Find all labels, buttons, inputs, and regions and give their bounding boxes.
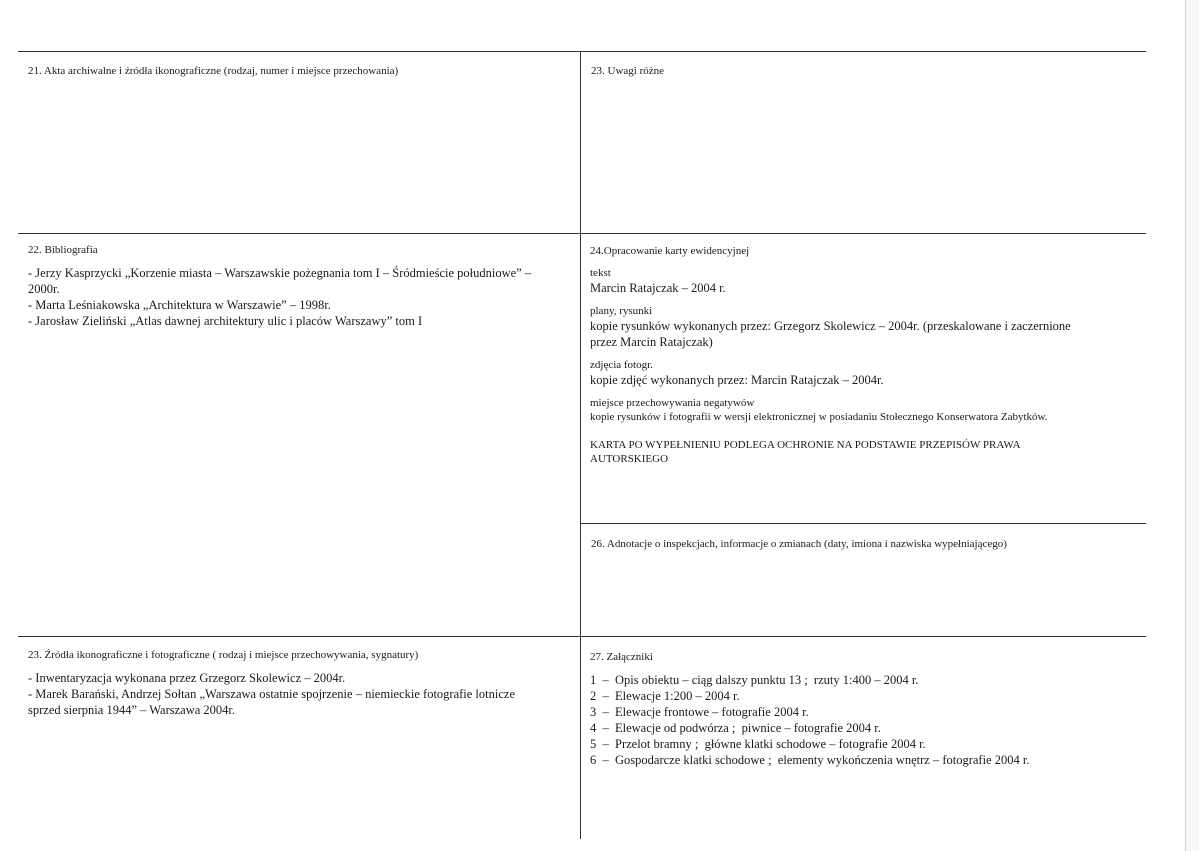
column-divider	[580, 51, 581, 839]
bibliography-item: - Marta Leśniakowska „Architektura w Warszawie” – 1998r.	[28, 298, 331, 312]
section-26-annotations	[591, 537, 1131, 551]
negatywy-value: kopie rysunków i fotografii w wersji elektronicznej w posiadaniu Stołecznego Konserwatora Zabytków.	[590, 411, 1048, 423]
section-26-title: 26. Adnotacje o inspekcjach, informacje o zmianach (daty, imiona i nazwiska wypełniającego)	[591, 538, 1007, 550]
bibliography-item: - Jerzy Kasprzycki „Korzenie miasta – Warszawskie pożegnania tom I – Śródmieście południowe” – 2000r.	[28, 266, 535, 296]
section-27-attachments	[590, 650, 1135, 768]
section-21-title: 21. Akta archiwalne i źródła ikonograficzne (rodzaj, numer i miejsce przechowania)	[28, 65, 399, 77]
section-23-uwagi	[591, 64, 1131, 78]
source-item: - Inwentaryzacja wykonana przez Grzegorz Skolewicz – 2004r.	[28, 671, 346, 685]
source-item: - Marek Barański, Andrzej Sołtan „Warszawa ostatnie spojrzenie – niemieckie fotografie lotnicze sprzed sierpnia 1944” – Warszawa 2004r.	[28, 687, 519, 717]
section-24-card-preparation	[590, 244, 1080, 466]
copyright-notice: KARTA PO WYPEŁNIENIU PODLEGA OCHRONIE NA PODSTAWIE PRZEPISÓW PRAWA AUTORSKIEGO	[590, 439, 1020, 465]
section-23-sources-title: 23. Źródła ikonograficzne i fotograficzne ( rodzaj i miejsce przechowywania, sygnatury)	[28, 649, 419, 661]
attachment-item: 2 – Elewacje 1:200 – 2004 r.	[590, 689, 740, 703]
section-23-sources	[28, 648, 548, 718]
section-27-title: 27. Załączniki	[590, 651, 653, 663]
attachment-item: 5 – Przelot bramny ; główne klatki schodowe – fotografie 2004 r.	[590, 737, 926, 751]
section-21	[28, 64, 568, 78]
rule-s26	[581, 523, 1146, 524]
section-22-bibliography	[28, 243, 538, 329]
attachment-item: 3 – Elewacje frontowe – fotografie 2004 r.	[590, 705, 809, 719]
rule-row2	[18, 233, 1146, 234]
section-23-uwagi-title: 23. Uwagi różne	[591, 65, 665, 77]
tekst-value: Marcin Ratajczak – 2004 r.	[590, 281, 726, 295]
section-24-title: 24.Opracowanie karty ewidencyjnej	[590, 245, 750, 257]
tekst-label: tekst	[590, 267, 611, 279]
rule-row3	[18, 636, 1146, 637]
section-22-title: 22. Bibliografia	[28, 244, 98, 256]
zdjecia-value: kopie zdjęć wykonanych przez: Marcin Ratajczak – 2004r.	[590, 373, 884, 387]
rule-top	[18, 51, 1146, 52]
plany-label: plany, rysunki	[590, 305, 653, 317]
bibliography-item: - Jarosław Zieliński „Atlas dawnej architektury ulic i placów Warszawy” tom I	[28, 314, 423, 328]
plany-value: kopie rysunków wykonanych przez: Grzegorz Skolewicz – 2004r. (przeskalowane i zaczernione przez Marcin Ratajczak)	[590, 319, 1071, 349]
attachment-item: 6 – Gospodarcze klatki schodowe ; elementy wykończenia wnętrz – fotografie 2004 r.	[590, 753, 1030, 767]
negatywy-label: miejsce przechowywania negatywów	[590, 397, 755, 409]
attachment-item: 1 – Opis obiektu – ciąg dalszy punktu 13 ; rzuty 1:400 – 2004 r.	[590, 673, 919, 687]
zdjecia-label: zdjęcia fotogr.	[590, 359, 653, 371]
attachment-item: 4 – Elewacje od podwórza ; piwnice – fotografie 2004 r.	[590, 721, 881, 735]
